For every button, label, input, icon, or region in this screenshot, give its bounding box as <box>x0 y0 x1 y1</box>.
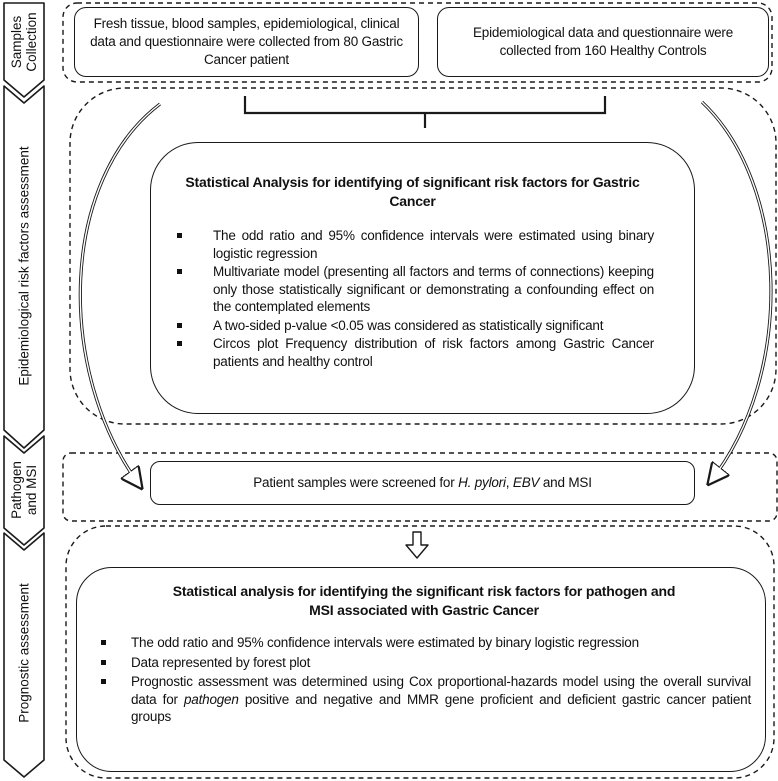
brace-connector <box>245 96 605 128</box>
prognostic-bullet-2: Data represented by forest plot <box>97 654 751 672</box>
stage-label-prognostic: Prognostic assessment <box>16 583 32 723</box>
pathogen-screening-text: Patient samples were screened for H. pylori, EBV and MSI <box>253 475 592 490</box>
left-curved-arrow <box>80 104 160 486</box>
risk-bullet-1: The odd ratio and 95% confidence intervals were estimated using binary logistic regression <box>171 227 654 262</box>
risk-factor-analysis-title: Statistical Analysis for identifying of significant risk factors for Gastric Cancer <box>185 174 640 209</box>
risk-factor-analysis-list <box>171 227 654 371</box>
stage-label-epidemiological: Epidemiological risk factors assessment <box>16 146 32 386</box>
prognostic-analysis-box <box>76 567 766 772</box>
patients-collection-box <box>74 7 419 77</box>
prognostic-bullet-3: Prognostic assessment was determined using Cox proportional-hazards model using the overall survival data for pathogen positive and negative and MMR gene proficient and deficient gastric cancer patient groups <box>97 673 751 726</box>
stage-label-pathogen: Pathogen and MSI <box>9 461 39 519</box>
controls-collection-box <box>437 7 769 77</box>
prognostic-analysis-list <box>97 634 751 728</box>
prognostic-analysis-title: Statistical analysis for identifying the significant risk factors for pathogen and MSI associated with Gastric Cancer <box>172 583 676 618</box>
risk-bullet-2: Multivariate model (presenting all factors and terms of connections) keeping only those statistically significant or demonstrating a confounding effect on the contemplated elements <box>171 263 654 316</box>
prognostic-bullet-1: The odd ratio and 95% confidence intervals were estimated by binary logistic regression <box>97 634 751 652</box>
risk-factor-analysis-box <box>150 142 695 414</box>
controls-collection-text: Epidemiological data and questionnaire were collected from 160 Healthy Controls <box>472 25 734 58</box>
stage-label-samples: Samples Collection <box>9 12 39 72</box>
risk-bullet-3: A two-sided p-value <0.05 was considered as statistically significant <box>171 317 654 335</box>
right-curved-arrow <box>702 102 771 482</box>
risk-bullet-4: Circos plot Frequency distribution of risk factors among Gastric Cancer patients and healthy control <box>171 335 654 370</box>
down-arrow <box>406 532 428 558</box>
patients-collection-text: Fresh tissue, blood samples, epidemiological, clinical data and questionnaire were collected from 80 Gastric Cancer patient <box>90 16 403 67</box>
pathogen-screening-box <box>150 461 695 505</box>
